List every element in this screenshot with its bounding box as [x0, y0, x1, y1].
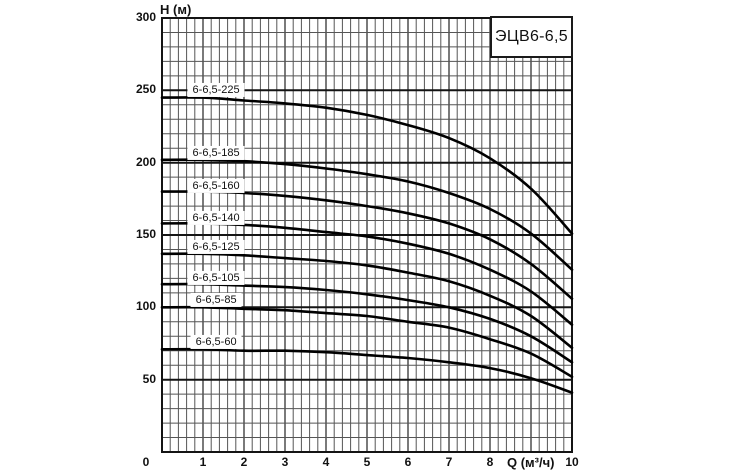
y-tick-label: 250: [135, 82, 156, 97]
x-axis-title: Q (м³/ч): [507, 455, 555, 470]
curve-label: 6-6,5-185: [188, 145, 245, 159]
y-axis-title: H (м): [160, 2, 192, 17]
chart-title-box: [490, 16, 573, 58]
curve-label: 6-6,5-160: [188, 179, 245, 193]
x-tick-label: 5: [363, 455, 371, 469]
x-tick-label: 1: [199, 455, 207, 469]
x-tick-label: 2: [240, 455, 248, 469]
curve-label: 6-6,5-60: [191, 335, 242, 349]
x-tick-label: 6: [404, 455, 412, 469]
curve-label: 6-6,5-125: [188, 240, 245, 254]
y-tick-label: 100: [135, 299, 156, 314]
curve-label: 6-6,5-140: [188, 211, 245, 225]
y-tick-label: 300: [135, 10, 156, 24]
curve-label: 6-6,5-225: [188, 83, 245, 97]
y-tick-label: 50: [142, 371, 156, 386]
y-tick-label: 150: [135, 227, 156, 241]
x-tick-label: 4: [322, 455, 330, 469]
x-tick-label: 7: [445, 455, 453, 469]
x-tick-label: 0: [142, 455, 150, 469]
curve-label: 6-6,5-105: [188, 271, 245, 285]
x-tick-label: 3: [281, 455, 289, 469]
x-tick-label: 10: [565, 455, 579, 469]
curve-label: 6-6,5-85: [191, 293, 242, 307]
x-tick-label: 8: [486, 455, 494, 469]
y-tick-label: 200: [135, 154, 156, 169]
chart-title: ЭЦВ6-6,5: [495, 28, 568, 45]
